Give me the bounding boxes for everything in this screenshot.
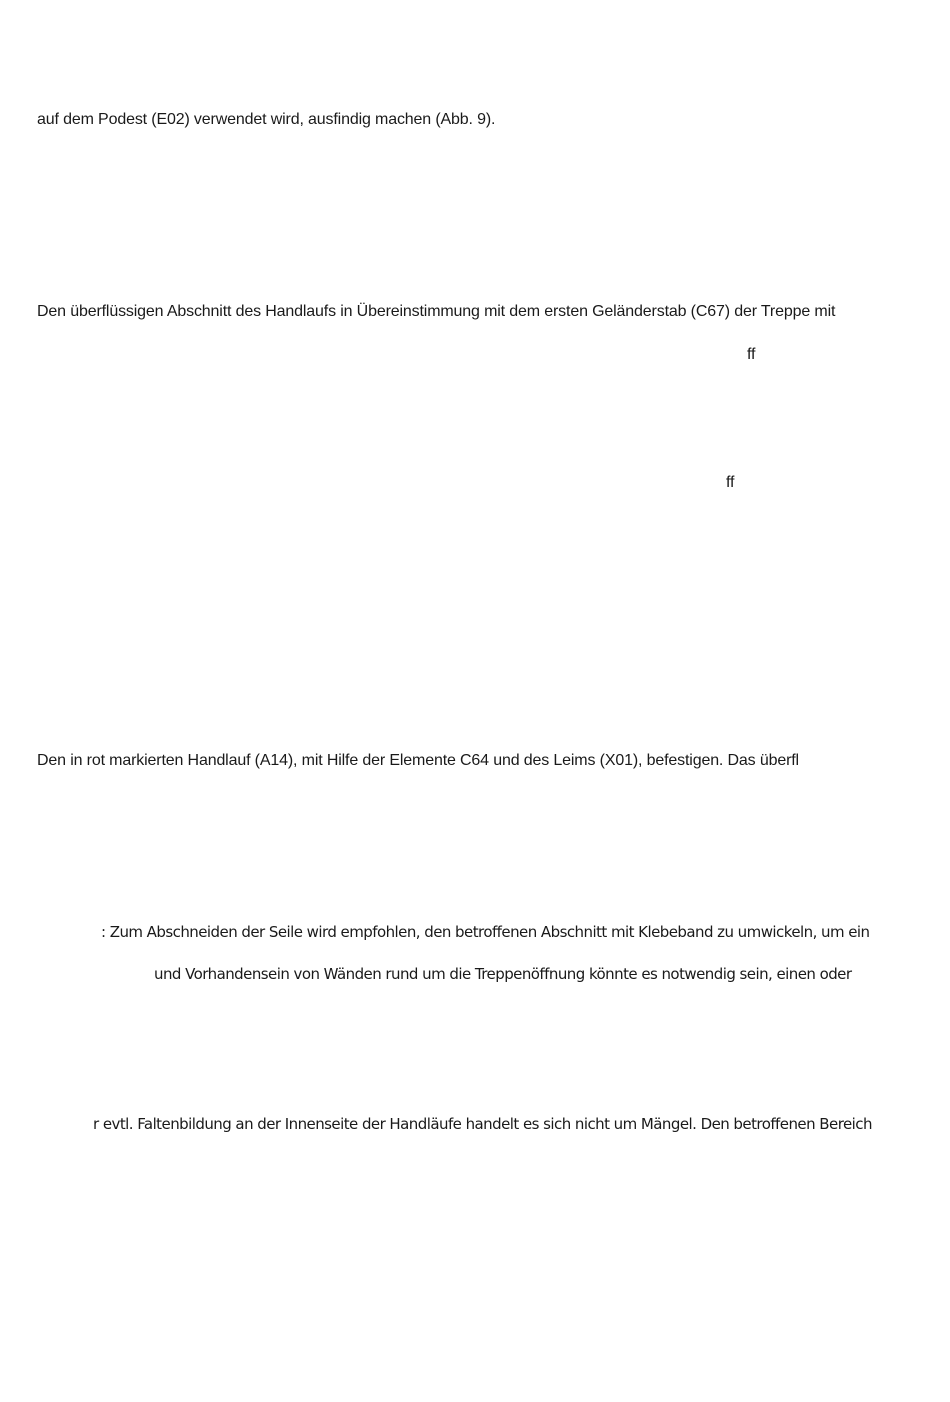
text-line-handlauf-abschnitt: Den überflüssigen Abschnitt des Handlaufs in Übereinstimmung mit dem ersten Geländerstab (C67) der Treppe mit bbox=[37, 303, 836, 320]
text-line-handlauf-befestigen: Den in rot markierten Handlauf (A14), mit Hilfe der Elemente C64 und des Leims (X01), befestigen. Das überfl bbox=[37, 752, 799, 769]
text-fragment-ff-1: ff bbox=[747, 346, 756, 363]
text-line-seile-abschneiden: : Zum Abschneiden der Seile wird empfohlen, den betroffenen Abschnitt mit Klebeband zu umwickeln, um ein bbox=[101, 923, 870, 941]
text-line-faltenbildung: r evtl. Faltenbildung an der Innenseite der Handläufe handelt es sich nicht um Mängel. Den betroffenen Bereich bbox=[93, 1115, 872, 1133]
text-line-podest: auf dem Podest (E02) verwendet wird, ausfindig machen (Abb. 9). bbox=[37, 111, 496, 128]
text-fragment-ff-2: ff bbox=[726, 474, 735, 491]
text-line-waende-treppenoeffnung: und Vorhandensein von Wänden rund um die Treppenöffnung könnte es notwendig sein, einen oder bbox=[154, 965, 852, 983]
